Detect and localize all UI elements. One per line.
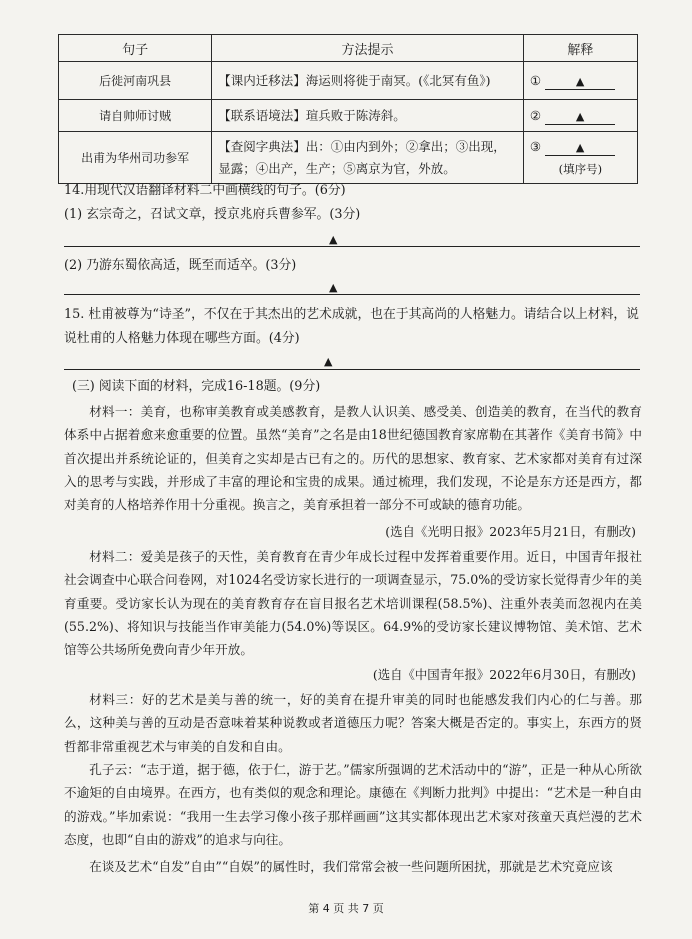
page-number: 第 4 页 共 7 页: [308, 902, 384, 915]
triangle-marker: ▲: [329, 281, 338, 294]
row-answer: [523, 62, 637, 100]
table-row: [59, 62, 638, 100]
answer-blank[interactable]: [545, 75, 615, 90]
material-1-text: 材料一：美育，也称审美教育或美感教育，是教人认识美、感受美、创造美的教育，在当代的教育体系中占据着愈来愈重要的位置。虽然“美育”之名是由18世纪德国教育家席勒在其著作《美育书简》中首次提出并系统论证的，但美育之实却是古已有之的。历代的思想家、教育家、艺术家都对美育有过深入的思考与实践，并形成了丰富的理论和宝贵的成果。通过梳理，我们发现，不论是东方还是西方，都对美育的人格培养作用十分重视。换言之，美育承担着一部分不可或缺的德育功能。: [64, 404, 642, 513]
q14-sentence-1: (1) 玄宗奇之，召试文章，授京兆府兵曹参军。(3分): [64, 207, 361, 222]
answer-line-q14-2[interactable]: [64, 294, 640, 295]
col-header-sentence: 句子: [59, 35, 212, 62]
triangle-marker: ▲: [575, 109, 585, 123]
vocab-table: [58, 34, 638, 184]
row-sentence: 后徙河南巩县: [59, 62, 212, 100]
q14-sentence-2: (2) 乃游东蜀依高适，既至而适卒。(3分): [64, 258, 297, 273]
material-1-source: (选自《光明日报》2023年5月21日，有删改): [385, 524, 636, 539]
answer-blank[interactable]: [545, 110, 615, 125]
material-3-paragraph-2: [64, 758, 642, 851]
material-3b-text: 孔子云：“志于道，据于德，依于仁，游于艺。”儒家所强调的艺术活动中的“游”，正是一种从心所欲不逾矩的自由境界。在西方，也有类似的观念和理论。康德在《判断力批判》中提出：“艺术是一种自由的游戏。”毕加索说：“我用一生去学习像小孩子那样画画”这其实都体现出艺术家对孩童天真烂漫的艺术态度，也即“自由的游戏”的追求与向往。: [64, 762, 642, 847]
table-row: [59, 100, 638, 132]
material-2-text: 材料二：爱美是孩子的天性，美育教育在青少年成长过程中发挥着重要作用。近日，中国青年报社社会调查中心联合问卷网，对1024名受访家长进行的一项调查显示，75.0%的受访家长觉得青少年的美育重要。受访家长认为现在的美育教育存在盲目报名艺术培训课程(58.5%)、注重外表美而忽视内在美(55.2%)、将知识与技能当作审美能力(54.0%)等误区。64.9%的受访家长建议博物馆、美术馆、艺术馆等公共场所免费向青少年开放。: [64, 549, 642, 658]
col-header-explain: 解释: [523, 35, 637, 62]
q14-title: 14.用现代汉语翻译材料二中画横线的句子。(6分): [64, 183, 346, 198]
material-3-text: 材料三：好的艺术是美与善的统一，好的美育在提升审美的同时也能感发我们内心的仁与善。那么，这种美与善的互动是否意味着某种说教或者道德压力呢？答案大概是否定的。事实上，东西方的贤哲都非常重视艺术与审美的自发和自由。: [64, 692, 642, 754]
triangle-marker: ▲: [575, 74, 585, 88]
material-2: [64, 545, 642, 661]
answer-number: ③: [529, 138, 542, 154]
section-heading: (三) 阅读下面的材料，完成16-18题。(9分): [72, 379, 321, 394]
answer-line-q14-1[interactable]: [64, 246, 640, 247]
material-3: [64, 688, 642, 758]
triangle-marker: ▲: [329, 233, 338, 246]
row-hint: 【课内迁移法】海运则将徙于南冥。(《北冥有鱼》): [212, 62, 524, 100]
triangle-marker: ▲: [324, 355, 333, 368]
row-hint: 【查阅字典法】出：①由内到外；②拿出；③出现，显露；④出产，生产；⑤离京为官，外放。: [212, 132, 524, 184]
q15-line-1: 15. 杜甫被尊为“诗圣”，不仅在于其杰出的艺术成就，也在于其高尚的人格魅力。请结合以上材料，说: [64, 307, 639, 322]
row-answer: [523, 100, 637, 132]
fill-number-note: (填序号): [558, 161, 603, 176]
answer-number: ①: [529, 72, 542, 88]
material-2-source: (选自《中国青年报》2022年6月30日，有删改): [372, 667, 636, 682]
row-answer: [523, 132, 637, 184]
table-row: [59, 132, 638, 184]
material-3c-text: 在谈及艺术“自发”自由”“自娱”的属性时，我们常常会被一些问题所困扰，那就是艺术究竟应该: [89, 859, 613, 874]
material-1: [64, 400, 642, 540]
answer-number: ②: [529, 107, 542, 123]
answer-line-q15[interactable]: [64, 369, 640, 370]
answer-blank[interactable]: [545, 141, 615, 156]
row-sentence: 出甫为华州司功参军: [59, 132, 212, 184]
row-hint: 【联系语境法】瑄兵败于陈涛斜。: [212, 100, 524, 132]
row-sentence: 请自帅师讨贼: [59, 100, 212, 132]
triangle-marker: ▲: [575, 140, 585, 154]
material-3-paragraph-3: [64, 855, 642, 879]
q15-line-2: 说杜甫的人格魅力体现在哪些方面。(4分): [64, 331, 300, 346]
table-header-row: [59, 35, 638, 62]
col-header-hint: 方法提示: [212, 35, 524, 62]
